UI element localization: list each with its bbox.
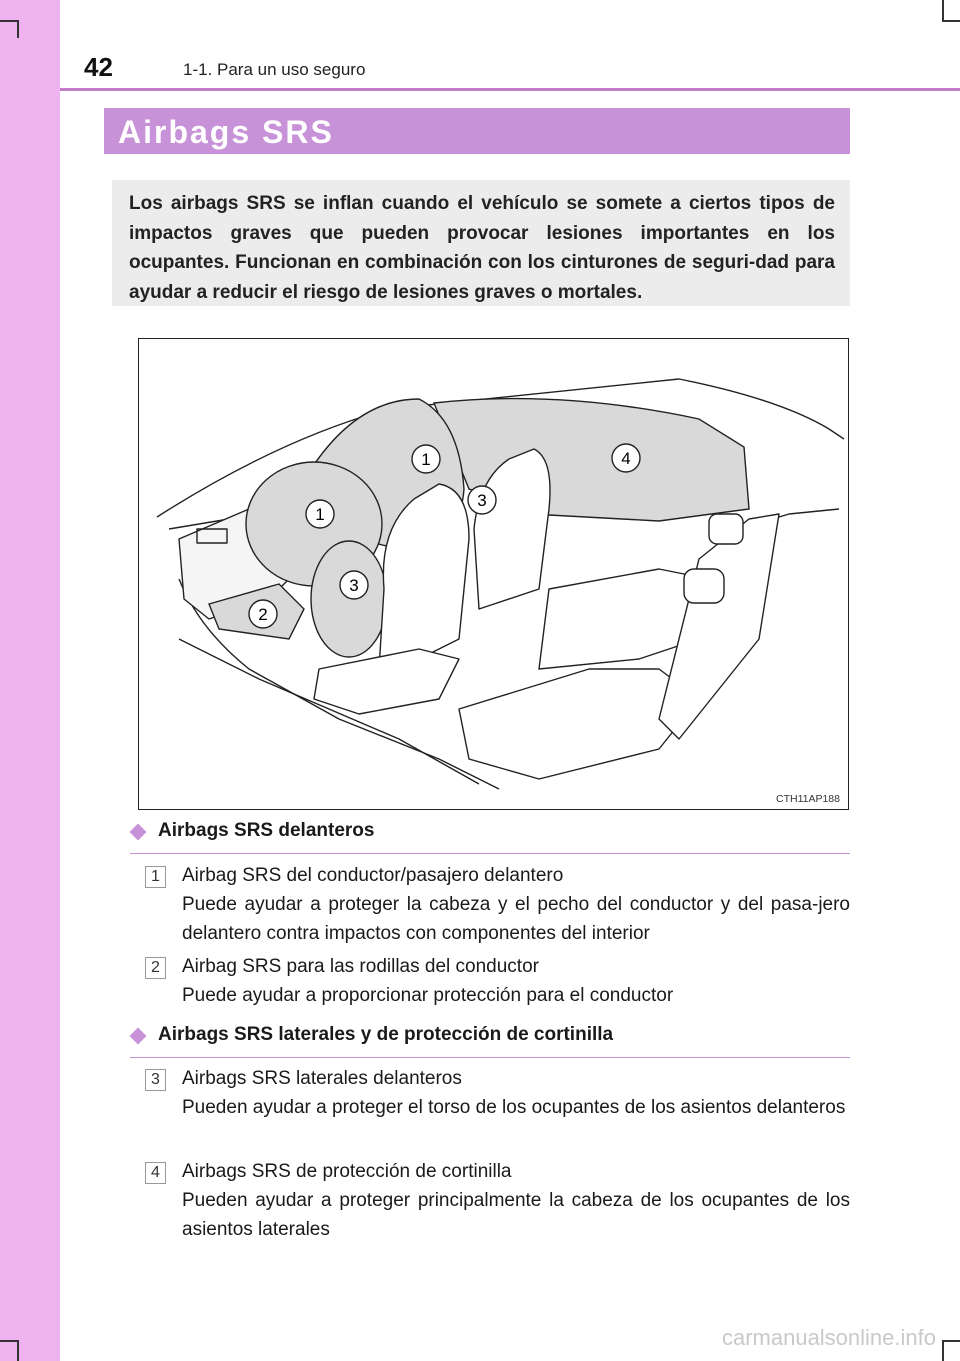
svg-text:4: 4 xyxy=(621,449,631,468)
section-heading-label: Airbags SRS laterales y de protección de cortinilla xyxy=(158,1024,614,1045)
figure-code: CTH11AP188 xyxy=(775,793,840,805)
svg-text:2: 2 xyxy=(258,605,268,624)
section-heading-label: Airbags SRS delanteros xyxy=(158,820,375,841)
item-name: Airbags SRS laterales delanteros xyxy=(182,1068,462,1089)
crop-mark xyxy=(942,0,944,20)
intro-box xyxy=(112,180,850,306)
item-description: Pueden ayudar a proteger principalmente la cabeza de los ocupantes de los asientos laterales xyxy=(182,1190,850,1240)
svg-text:3: 3 xyxy=(349,576,359,595)
callout-3-driver-side xyxy=(340,571,368,599)
diamond-bullet-icon xyxy=(130,824,147,841)
header-rule xyxy=(60,88,960,91)
page-title: Airbags SRS xyxy=(118,114,334,150)
running-head: 1-1. Para un uso seguro xyxy=(183,60,366,79)
intro-text: Los airbags SRS se inflan cuando el vehículo se somete a ciertos tipos de impactos graves que pueden provocar lesiones importantes en los ocupantes. Funcionan en combinación con los cinturones de seguri-dad para ayudar a reducir el riesgo de lesiones graves o mortales. xyxy=(129,193,835,303)
callout-3-passenger-side xyxy=(468,486,496,514)
section-title-bar xyxy=(104,108,850,154)
svg-text:1: 1 xyxy=(421,450,431,469)
callout-1-driver xyxy=(306,500,334,528)
crop-mark xyxy=(942,1340,960,1342)
section-heading-front-airbags xyxy=(130,820,850,854)
crop-mark xyxy=(17,20,19,38)
rear-headrest xyxy=(709,514,743,544)
page-number: 42 xyxy=(84,52,113,82)
diamond-bullet-icon xyxy=(130,1028,147,1045)
crop-mark xyxy=(0,20,18,22)
item-description: Puede ayudar a proporcionar protección para el conductor xyxy=(182,985,674,1006)
item-name: Airbag SRS del conductor/pasajero delantero xyxy=(182,865,564,886)
crop-mark xyxy=(17,1340,19,1361)
section-heading-side-curtain-airbags xyxy=(130,1024,850,1058)
side-airbag-shape xyxy=(311,541,387,657)
callout-4-curtain xyxy=(612,444,640,472)
section-rule xyxy=(130,1057,850,1059)
car-interior-drawing xyxy=(139,339,847,808)
item-number: 1 xyxy=(145,866,166,888)
crop-mark xyxy=(942,20,960,22)
rear-seat-cushion xyxy=(459,669,699,779)
callout-2-knee xyxy=(249,600,277,628)
item-name: Airbag SRS para las rodillas del conductor xyxy=(182,956,539,977)
driver-seat-cushion xyxy=(314,649,459,714)
left-margin-strip xyxy=(0,0,60,1361)
section-rule xyxy=(130,853,850,855)
item-number: 4 xyxy=(145,1162,166,1184)
item-description: Puede ayudar a proteger la cabeza y el pecho del conductor y del pasa-jero delantero contra impactos con componentes del interior xyxy=(182,894,850,944)
svg-text:3: 3 xyxy=(477,491,487,510)
item-description: Pueden ayudar a proteger el torso de los ocupantes de los asientos delanteros xyxy=(182,1097,846,1118)
item-number: 2 xyxy=(145,957,166,979)
item-name: Airbags SRS de protección de cortinilla xyxy=(182,1161,512,1182)
callout-1-passenger xyxy=(412,445,440,473)
watermark: carmanualsonline.info xyxy=(721,1325,936,1350)
item-number: 3 xyxy=(145,1069,166,1091)
airbag-illustration xyxy=(138,338,849,810)
rear-headrest xyxy=(684,569,724,603)
crop-mark xyxy=(0,1340,18,1342)
svg-text:1: 1 xyxy=(315,505,325,524)
crop-mark xyxy=(942,1340,944,1361)
